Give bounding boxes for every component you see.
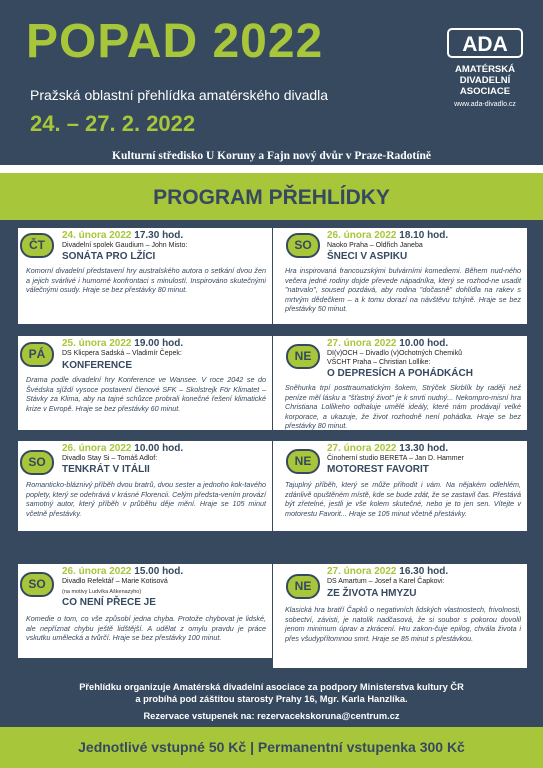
logo-line-3: ASOCIACE <box>459 86 511 97</box>
event-description: Komedie o tom, co vše způsobí jedna chyba. Protože chybovat je lidské, ale nepříznat chybu ještě lidštější. A udělat z omylu pravdu je práce vskutku umělecká a tvůrčí. Hraje se bez přestávky 100 minut. <box>26 614 266 643</box>
event-description: Sněhurka trpí posttraumatickým šokem, Strýček Skrblík by raději než peníze měl lásku a "šťastný život" je k smrti nudný... Nekompro-misní hra Christiana Lollikeho odhaluje umělé ideály, které nám prodávají velké korporace, a ukazuje, že život rozhodně není pohádka. Hraje se bez přestávky 80 minut. <box>285 383 521 431</box>
event-datetime: 26. února 2022 15.00 hod. <box>62 566 184 577</box>
program-title: PROGRAM PŘEHLÍDKY <box>153 186 390 209</box>
reservation-line: Rezervace vstupenek na: rezervacekskoruna@centrum.cz <box>143 711 400 721</box>
event-description: Tajuplný příběh, který se může přihodit i vám. Na nějakém odlehlém, zdánlivě opuštěném místě, kde se bude zdát, že se zastavil čas. Přestává být zřetelné, jestli je vše kolem skutečné, nebo je to jen sen. Vítejte v motorestu Favorit... Hraje se 105 minut včetně přestávky. <box>285 480 521 518</box>
day-badge: SO <box>20 572 54 597</box>
event-datetime: 26. února 2022 18.10 hod. <box>327 230 449 241</box>
logo-line-1: AMATÉRSKÁ <box>455 64 515 75</box>
event-datetime: 25. února 2022 19.00 hod. <box>62 338 184 349</box>
day-badge: SO <box>286 233 320 258</box>
venue: Kulturní středisko U Koruny a Fajn nový dvůr v Praze-Radotíně <box>112 150 431 162</box>
event-group-line-2: VŠCHT Praha – Christian Lollike: <box>327 359 431 366</box>
event-datetime: 26. února 2022 10.00 hod. <box>62 443 184 454</box>
day-badge: SO <box>20 450 54 475</box>
svg-text:ADA: ADA <box>462 33 508 56</box>
festival-title: POPAD 2022 <box>26 15 324 68</box>
event-group: Divadlo Refektář – Marie Kotisová <box>62 578 168 585</box>
patronage-line: a probíhá pod záštitou starosty Prahy 16, Mgr. Karla Hanzlíka. <box>135 694 408 704</box>
ada-logo <box>440 26 530 108</box>
event-play: TENKRÁT V ITÁLII <box>62 464 150 475</box>
event-datetime: 27. února 2022 16.30 hod. <box>327 566 449 577</box>
event-group: Divadlo Stay Si – Tomáš Adlof: <box>62 455 158 462</box>
event-description: Hra inspirovaná francouzskými bulvárními komediemi. Během nud-ného večera jedné rodiny dojde převede nápadníka, který se rozhod-ne usadit "natrvalo", soused pozdává, aby rodina "dočasně" dohlídla na rakev s mrtvým dědečkem – a k tomu dorazí na návštěvu tchýně. Hraje se bez přestávky 50 minut. <box>285 266 521 314</box>
event-group: DI(v)OCH – Divadlo (v)Ochotných Chemiků <box>327 350 462 357</box>
day-badge: ČT <box>20 233 54 258</box>
ada-logo-icon <box>445 26 525 60</box>
logo-url: www.ada-divadlo.cz <box>454 101 516 108</box>
day-badge: NE <box>286 344 320 369</box>
logo-line-2: DIVADELNÍ <box>459 75 511 86</box>
festival-subtitle: Pražská oblastní přehlídka amatérského divadla <box>30 87 329 103</box>
day-badge: PÁ <box>20 342 54 367</box>
event-datetime: 24. února 2022 17.30 hod. <box>62 230 184 241</box>
event-play: MOTOREST FAVORIT <box>327 464 429 475</box>
event-group: DS Klicpera Sadská – Vladimír Čepek: <box>62 350 182 357</box>
event-group: Činoherní studio BERETA – Jan D. Hammer <box>327 455 464 462</box>
event-group: Naoko Praha – Oldřich Janeba <box>327 242 423 249</box>
event-play: CO NENÍ PŘECE JE <box>62 597 156 608</box>
ticket-prices: Jednotlivé vstupné 50 Kč | Permanentní vstupenka 300 Kč <box>78 739 465 755</box>
event-datetime: 27. února 2022 13.30 hod. <box>327 443 449 454</box>
event-note: (na motivy Ludvíka Aškenazyho) <box>62 589 142 595</box>
event-description: Komorní divadelní představení hry australského autora o setkání dvou žen a jejich svárlivé i humorné konfrontaci s minulostí. Inspirováno skutečnými válečnými osudy. Hraje se bez přestávky 80 minut. <box>26 266 266 295</box>
festival-dates: 24. – 27. 2. 2022 <box>30 111 196 136</box>
event-datetime: 27. února 2022 10.00 hod. <box>327 338 449 349</box>
event-group: DS Amartum – Josef a Karel Čapkovi: <box>327 578 445 585</box>
event-description: Romanticko-bláznivý příběh dvou bratrů, dvou sester a jednoho kok-tavého poplety, který se odehrává v krásné Florencii. Celým předsta-vením provází samotný autor, který příběh v průběhu děje mění. Hraje se 105 minut včetně přestávky. <box>26 480 266 518</box>
day-badge: NE <box>286 449 320 474</box>
event-play: ŠNECI V ASPIKU <box>327 251 408 262</box>
event-play: KONFERENCE <box>62 360 133 371</box>
day-badge: NE <box>286 574 320 599</box>
organizer-line: Přehlídku organizuje Amatérská divadelní asociace za podpory Ministerstva kultury ČR <box>79 682 464 692</box>
event-group: Divadelní spolek Gaudium – John Misto: <box>62 242 188 249</box>
event-play: SONÁTA PRO LŽÍCI <box>62 251 156 262</box>
event-description: Klasická hra bratří Čapků o negativních lidských vlastnostech, frivolnosti, sobectví, závisti, je natolik nadčasová, že si soubor s pokorou dovolil jenom minimum úprav a zkrácení. Hru zakon-čuje epilog, chvála života i přes všudypřítomnou smrt. Hraje se 85 minut s přestávkou. <box>285 605 521 643</box>
event-play: O DEPRESÍCH A POHÁDKÁCH <box>327 368 473 379</box>
event-description: Drama podle divadelní hry Konference ve Wansee. V roce 2042 se do Švédska sjíždí vysoce postavení členové SFK – Skolstrejk För Klimatet – Stávky za Klima, aby na tajné schůzce probrali konečné řešení klimatické krize v Evropě. Hraje se bez přestávky 60 minut. <box>26 375 266 413</box>
event-play: ZE ŽIVOTA HMYZU <box>327 588 417 599</box>
